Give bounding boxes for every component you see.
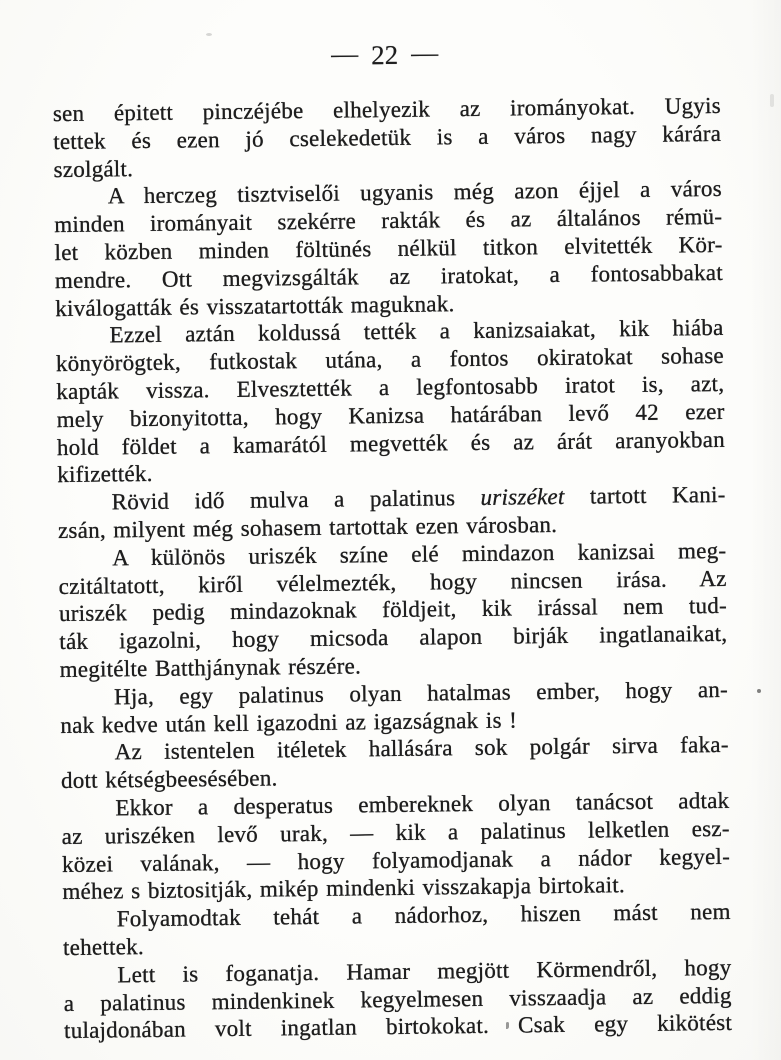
paragraph: [61, 731, 730, 795]
page-number: 22: [371, 39, 399, 71]
text-line: uriszék pedig mindazoknak földjeit, kik irással nem tud-: [58, 593, 728, 627]
text-line: zsán, milyent még sohasem tartottak ezen városban.: [57, 511, 558, 544]
text-line: az uriszéken levő urak, — kik a palatinus lelketlen esz-: [61, 815, 730, 849]
scan-speck: [770, 94, 774, 107]
header-dash-left: —: [330, 38, 359, 69]
paragraph: [57, 481, 726, 545]
text-line: Ekkor a desperatus embereknek olyan tanácsot adtak: [115, 787, 730, 821]
text-line: sen épitett pinczéjébe elhelyezik az irományokat. Ugyis: [52, 92, 721, 127]
text-line: Lett is foganatja. Hamar megjött Körmendről, hogy: [117, 954, 732, 988]
text-line: Az istentelen itéletek hallására sok polgár sirva faka-: [114, 732, 729, 765]
page-header: [0, 35, 775, 76]
text-line: dott kétségbeesésében.: [60, 765, 278, 794]
text-line: ták igazolni, hogy micsoda alapon birják ingatlanaikat,: [59, 621, 728, 655]
paragraph: [60, 676, 729, 740]
text-line: hold földet a kamarától megvették és az árát aranyokban: [56, 426, 726, 460]
text-line: nak kedve után kell igazodni az igazságnak is !: [60, 706, 518, 738]
scan-speck: [206, 33, 212, 36]
text-line: kapták vissza. Elvesztették a legfontosabb iratot is, azt,: [56, 370, 725, 405]
text-line: tettek és ezen jó cselekedetük is a város nagy kárára: [53, 120, 722, 154]
paragraph: [63, 954, 732, 1046]
text-line: szolgált.: [53, 155, 134, 182]
text-segment: tartott Kani-: [564, 482, 726, 510]
text-line: a palatinus mindenkinek kegyelmesen visszaadja az eddig: [63, 982, 732, 1016]
text-line: A herczeg tisztviselői ugyanis még azon éjjel a város: [107, 176, 723, 209]
paragraph: [53, 92, 722, 184]
paragraph: [63, 898, 732, 962]
text-line: könyörögtek, futkostak utána, a fontos okiratokat sohase: [55, 343, 725, 377]
text-line: közei valának, — hogy folyamodjanak a nádor kegyel-: [61, 843, 731, 877]
text-line: A különös uriszék színe elé mindazon kanizsai meg-: [112, 537, 727, 571]
text-line: czitáltatott, kiről vélelmezték, hogy nincsen irása. Az: [58, 565, 727, 599]
text-line: Ezzel aztán koldussá tették a kanizsaiakat, kik hiába: [109, 315, 724, 348]
text-line: méhez s biztositják, mikép mindenki visszakapja birtokait.: [62, 872, 626, 905]
italic-word: uriszéket: [480, 484, 565, 511]
text-line: Hja, egy palatinus olyan hatalmas ember, hogy an-: [113, 676, 729, 710]
text-line: let közben minden föltünés nélkül titkon elvitették Kör-: [54, 231, 723, 266]
paragraph: [58, 537, 728, 684]
text-line: tulajdonában volt ingatlan birtokokat. Csak egy kikötést: [63, 1010, 733, 1044]
text-block: [53, 92, 732, 1045]
scan-speck: [527, 137, 530, 140]
text-line: mely bizonyitotta, hogy Kanizsa határában levő 42 ezer: [56, 398, 725, 432]
text-line: tehettek.: [62, 933, 145, 960]
header-dash-right: —: [410, 37, 439, 68]
paragraph: [61, 787, 730, 906]
text-line: megitélte Batthjánynak részére.: [59, 653, 362, 682]
text-line: kifizették.: [57, 461, 153, 488]
text-line: mendre. Ott megvizsgálták az iratokat, a fontosabbakat: [54, 259, 724, 293]
text-line: minden irományait szekérre rakták és az általános rémü-: [54, 204, 723, 238]
text-segment: Rövid idő mulva a palatinus: [111, 485, 481, 515]
scan-speck: [757, 689, 761, 693]
text-line: Folyamodtak tehát a nádorhoz, hiszen mást nem: [116, 898, 731, 932]
scan-speck: [506, 1022, 509, 1029]
text-line: kiválogatták és visszatartották maguknak.: [55, 290, 455, 321]
paragraph: [55, 314, 725, 489]
paragraph: [54, 175, 724, 322]
